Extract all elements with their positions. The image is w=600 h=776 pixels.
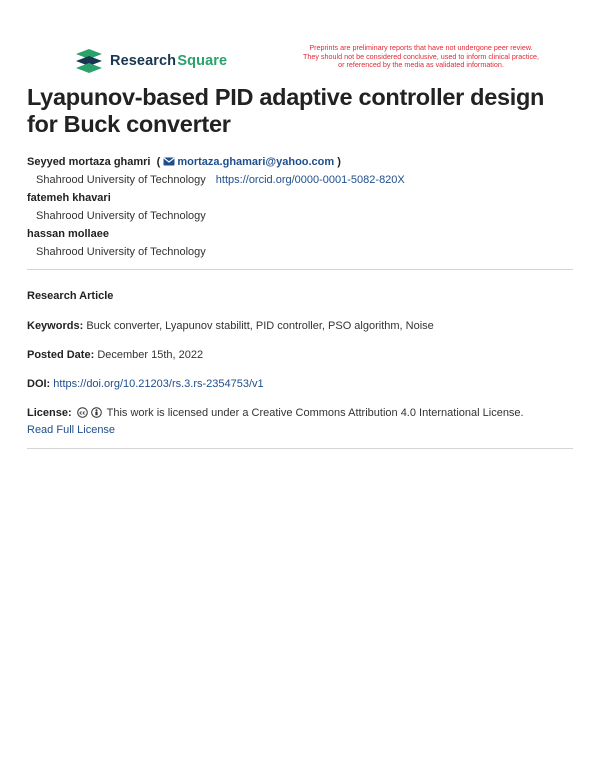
logo-text: Research Square xyxy=(110,53,228,69)
doi-link[interactable]: https://doi.org/10.21203/rs.3.rs-2354753/v1 xyxy=(53,378,264,390)
author-affiliation: Shahrood University of Technology xyxy=(36,210,206,222)
author-affiliation: Shahrood University of Technology https://orcid.org/0000-0001-5082-820X xyxy=(36,174,405,186)
cc-icon xyxy=(77,407,88,418)
research-square-logo[interactable] xyxy=(74,48,227,74)
disclaimer-line: They should not be considered conclusive, used to inform clinical practice, xyxy=(302,51,540,61)
posted-date: Posted Date: December 15th, 2022 xyxy=(27,349,204,361)
license: License: cc This work is licensed under a Creative Commons Attribution 4.0 International License. Read Full License xyxy=(27,407,524,436)
read-full-license-link[interactable]: Read Full License xyxy=(27,424,116,436)
paper-title: Lyapunov-based PID adaptive controller design for Buck converter xyxy=(27,84,545,137)
divider xyxy=(27,448,573,449)
by-icon xyxy=(91,407,102,418)
license-icons xyxy=(77,407,102,423)
article-type: Research Article xyxy=(27,290,114,302)
author-affiliation: Shahrood University of Technology xyxy=(36,246,206,258)
header xyxy=(74,44,574,76)
author-name: Seyyed mortaza ghamri ( mortaza.ghamari@yahoo.com ) xyxy=(27,156,341,168)
svg-text:cc: cc xyxy=(79,410,86,417)
preprint-disclaimer xyxy=(271,44,571,70)
doi: DOI: https://doi.org/10.21203/rs.3.rs-2354753/v1 xyxy=(27,378,264,390)
mail-icon xyxy=(163,157,175,166)
divider xyxy=(27,269,573,270)
disclaimer-line: Preprints are preliminary reports that have not undergone peer review. xyxy=(309,43,533,52)
author-email-link[interactable]: mortaza.ghamari@yahoo.com xyxy=(177,156,335,168)
author-list xyxy=(27,153,577,261)
author-name: fatemeh khavari xyxy=(27,192,111,204)
disclaimer-line: or referenced by the media as validated information. xyxy=(338,60,504,70)
author-name: hassan mollaee xyxy=(27,228,109,240)
keywords: Keywords: Buck converter, Lyapunov stabilitt, PID controller, PSO algorithm, Noise xyxy=(27,320,434,332)
research-square-logo-icon xyxy=(74,48,104,74)
orcid-link[interactable]: https://orcid.org/0000-0001-5082-820X xyxy=(215,174,405,186)
